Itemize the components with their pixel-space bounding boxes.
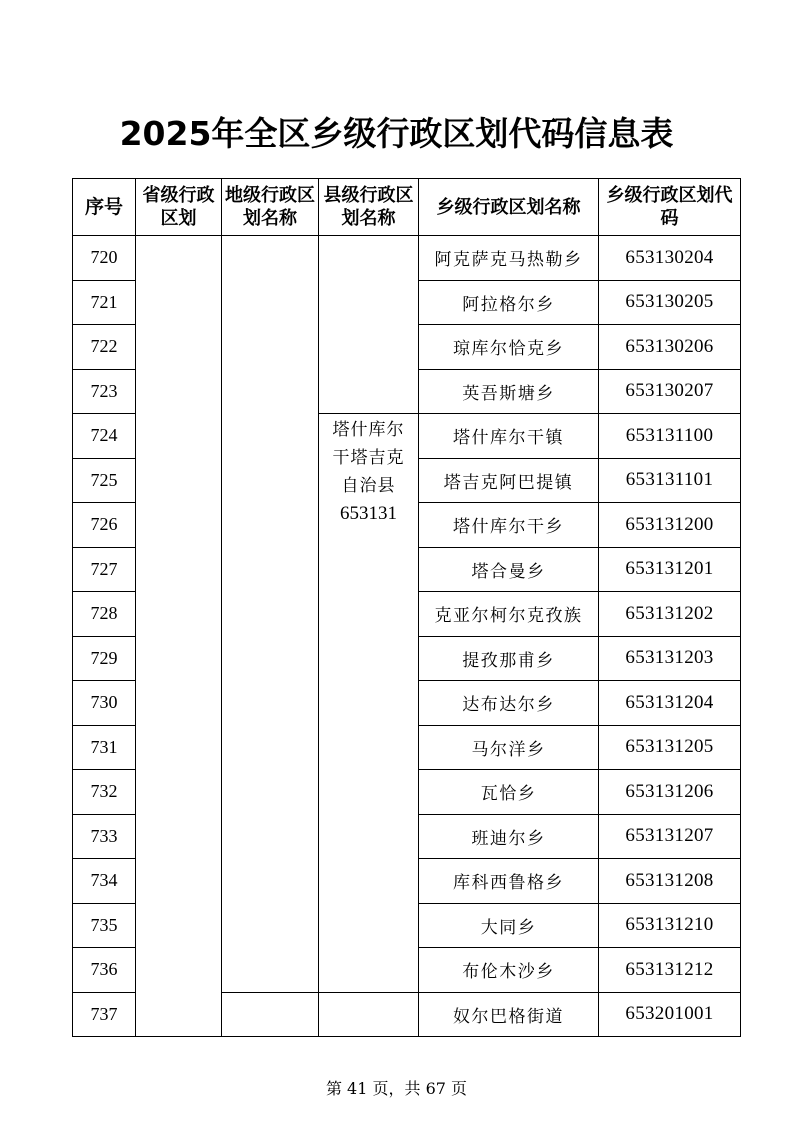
row-town-name: 提孜那甫乡 xyxy=(419,636,599,681)
county-code: 653131 xyxy=(340,503,397,524)
row-seq: 734 xyxy=(73,859,136,904)
row-town-name: 奴尔巴格街道 xyxy=(419,992,599,1037)
row-town-code: 653131202 xyxy=(599,592,741,637)
row-seq: 728 xyxy=(73,592,136,637)
row-town-name: 布伦木沙乡 xyxy=(419,948,599,993)
row-town-code: 653131200 xyxy=(599,503,741,548)
header-town-name: 乡级行政区划名称 xyxy=(419,179,599,236)
region-code-table xyxy=(72,178,741,1037)
row-seq: 726 xyxy=(73,503,136,548)
row-town-name: 塔吉克阿巴提镇 xyxy=(419,458,599,503)
row-town-name: 塔什库尔干乡 xyxy=(419,503,599,548)
row-town-code: 653201001 xyxy=(599,992,741,1037)
row-town-name: 达布达尔乡 xyxy=(419,681,599,726)
row-town-name: 克亚尔柯尔克孜族 xyxy=(419,592,599,637)
row-town-name: 塔什库尔干镇 xyxy=(419,414,599,459)
row-town-name: 班迪尔乡 xyxy=(419,814,599,859)
row-town-name: 琼库尔恰克乡 xyxy=(419,325,599,370)
row-town-code: 653130206 xyxy=(599,325,741,370)
row-seq: 736 xyxy=(73,948,136,993)
row-town-code: 653131207 xyxy=(599,814,741,859)
row-town-name: 瓦恰乡 xyxy=(419,770,599,815)
row-town-name: 大同乡 xyxy=(419,903,599,948)
row-seq: 722 xyxy=(73,325,136,370)
table-row xyxy=(73,236,741,281)
row-seq: 732 xyxy=(73,770,136,815)
prefecture-cell-next xyxy=(222,992,319,1037)
row-seq: 727 xyxy=(73,547,136,592)
header-county: 县级行政区划名称 xyxy=(319,179,419,236)
row-town-code: 653131208 xyxy=(599,859,741,904)
row-seq: 720 xyxy=(73,236,136,281)
row-seq: 730 xyxy=(73,681,136,726)
row-seq: 721 xyxy=(73,280,136,325)
row-town-code: 653131100 xyxy=(599,414,741,459)
province-cell xyxy=(136,236,222,1037)
row-town-code: 653130204 xyxy=(599,236,741,281)
county-name-line1: 塔什库尔 xyxy=(332,420,405,440)
header-seq: 序号 xyxy=(73,179,136,236)
row-town-code: 653131210 xyxy=(599,903,741,948)
row-town-code: 653131203 xyxy=(599,636,741,681)
row-seq: 725 xyxy=(73,458,136,503)
row-town-code: 653131204 xyxy=(599,681,741,726)
row-town-name: 库科西鲁格乡 xyxy=(419,859,599,904)
row-town-code: 653131212 xyxy=(599,948,741,993)
row-town-name: 阿克萨克马热勒乡 xyxy=(419,236,599,281)
county-cell xyxy=(319,414,419,993)
county-cell-prev xyxy=(319,236,419,414)
row-town-code: 653130207 xyxy=(599,369,741,414)
header-province: 省级行政区划 xyxy=(136,179,222,236)
row-seq: 724 xyxy=(73,414,136,459)
row-town-code: 653131101 xyxy=(599,458,741,503)
row-town-name: 塔合曼乡 xyxy=(419,547,599,592)
county-name-line3: 自治县 xyxy=(341,476,396,496)
row-seq: 735 xyxy=(73,903,136,948)
row-town-code: 653131201 xyxy=(599,547,741,592)
county-cell-next xyxy=(319,992,419,1037)
row-town-name: 英吾斯塘乡 xyxy=(419,369,599,414)
county-name-line2: 干塔吉克 xyxy=(332,448,405,468)
row-town-code: 653131205 xyxy=(599,725,741,770)
prefecture-cell xyxy=(222,236,319,993)
header-row xyxy=(73,179,741,236)
row-town-name: 阿拉格尔乡 xyxy=(419,280,599,325)
row-town-code: 653130205 xyxy=(599,280,741,325)
header-prefecture: 地级行政区划名称 xyxy=(222,179,319,236)
row-seq: 731 xyxy=(73,725,136,770)
row-seq: 733 xyxy=(73,814,136,859)
header-town-code: 乡级行政区划代码 xyxy=(599,179,741,236)
page-title: 2025年全区乡级行政区划代码信息表 xyxy=(119,114,674,153)
row-seq: 723 xyxy=(73,369,136,414)
row-seq: 729 xyxy=(73,636,136,681)
row-town-code: 653131206 xyxy=(599,770,741,815)
page-footer: 第 41 页，共 67 页 xyxy=(325,1079,468,1098)
row-town-name: 马尔洋乡 xyxy=(419,725,599,770)
row-seq: 737 xyxy=(73,992,136,1037)
